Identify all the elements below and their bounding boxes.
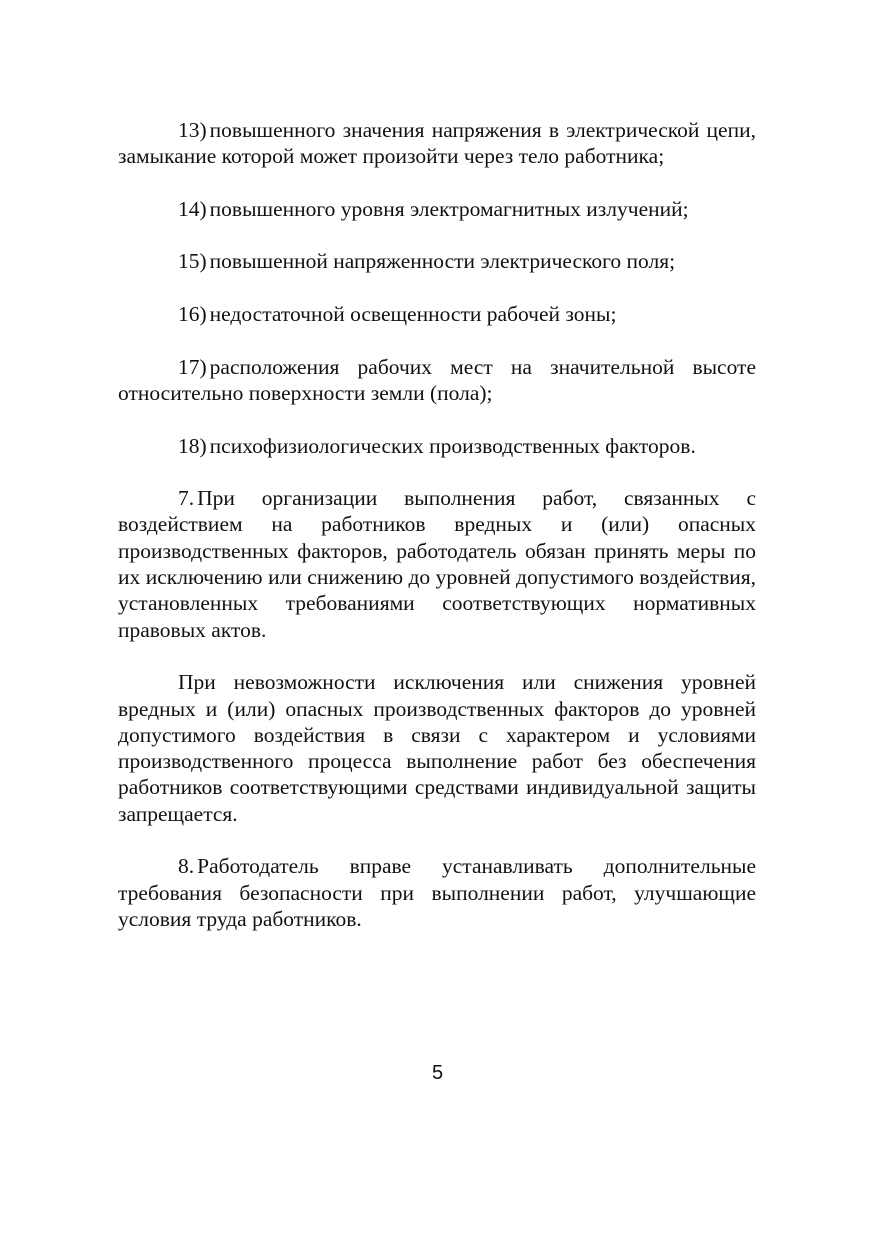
item-number: 18) xyxy=(178,433,207,458)
item-number: 15) xyxy=(178,249,207,274)
list-item-18 xyxy=(118,433,756,459)
list-item-16 xyxy=(118,301,756,327)
list-item-14 xyxy=(118,196,756,222)
item-text: психофизиологических производственных факторов. xyxy=(209,433,696,458)
section-8-paragraph xyxy=(118,853,756,932)
item-number: 13) xyxy=(178,118,207,142)
section-7-continuation-paragraph xyxy=(118,669,756,827)
item-number: 14) xyxy=(178,196,207,221)
section-7-paragraph xyxy=(118,485,756,643)
list-item-15 xyxy=(118,248,756,274)
document-body xyxy=(118,117,756,959)
item-text: повышенного значения напряжения в электрической цепи, замыкание которой может произойти через тело работника; xyxy=(118,118,756,169)
list-item-13 xyxy=(118,117,756,170)
section-number: 7. xyxy=(178,486,195,511)
item-text: недостаточной освещенности рабочей зоны; xyxy=(209,302,617,327)
section-number: 8. xyxy=(178,854,195,879)
item-number: 17) xyxy=(178,354,207,379)
item-text: повышенной напряженности электрического поля; xyxy=(209,249,676,274)
list-item-17 xyxy=(118,354,756,407)
section-text: При организации выполнения работ, связанных с воздействием на работников вредных и (или) опасных производственных факторов, работодатель обязан принять меры по их исключению или снижению до уровней допустимого воздействия, установленных требованиями соответствующих нормативных правовых актов. xyxy=(118,486,756,642)
page-number: 5 xyxy=(431,1062,444,1084)
item-number: 16) xyxy=(178,302,207,327)
item-text: расположения рабочих мест на значительной высоте относительно поверхности земли (пола); xyxy=(118,354,756,405)
section-text: Работодатель вправе устанавливать дополнительные требования безопасности при выполнении работ, улучшающие условия труда работников. xyxy=(118,854,756,931)
paragraph-text: При невозможности исключения или снижения уровней вредных и (или) опасных производственных факторов до уровней допустимого воздействия в связи с характером и условиями производственного процесса выполнение работ без обеспечения работников соответствующими средствами индивидуальной защиты запрещается. xyxy=(118,670,756,826)
item-text: повышенного уровня электромагнитных излучений; xyxy=(209,196,689,221)
